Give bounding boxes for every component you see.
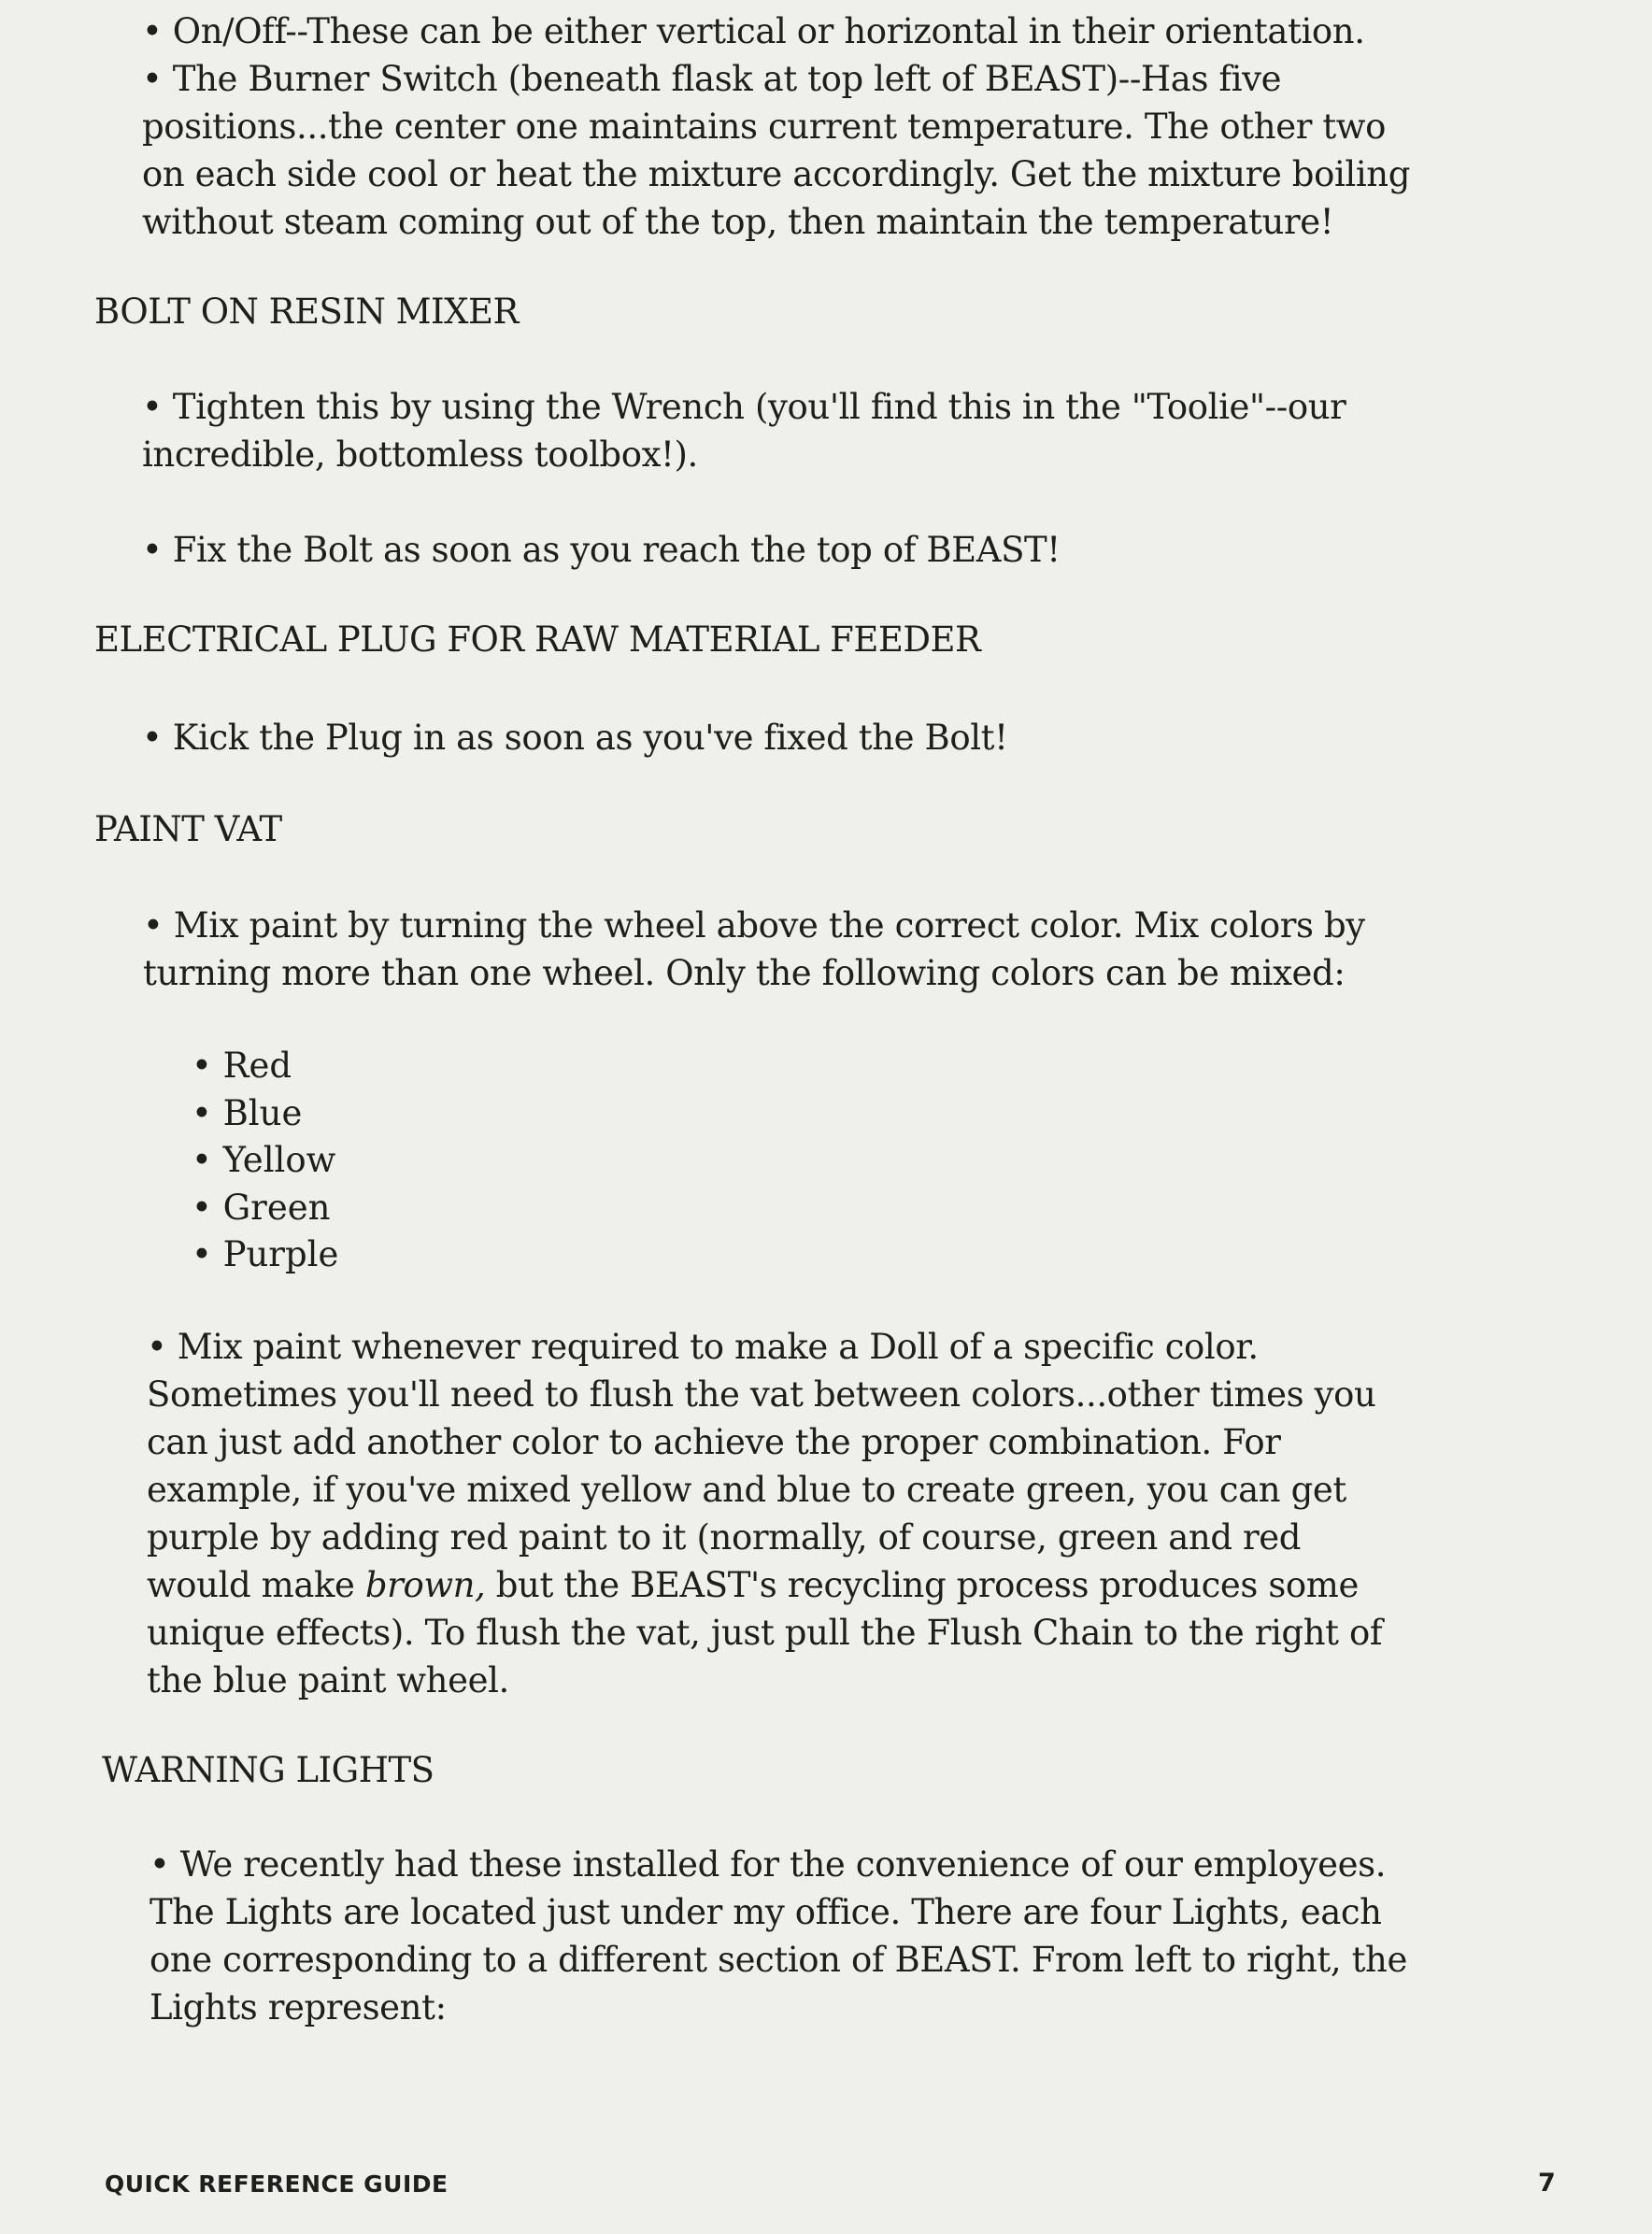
list-item: • Purple [192,1234,339,1274]
text-line: • Kick the Plug in as soon as you've fixed the Bolt! [142,718,1008,758]
mix-paint-paragraph [143,902,1365,997]
text-line: The Lights are located just under my office. There are four Lights, each [150,1892,1382,1932]
text-line: example, if you've mixed yellow and blue to create green, you can get [147,1470,1346,1510]
list-item: • Blue [192,1092,303,1133]
list-item: • Red [192,1046,292,1086]
text-line: positions...the center one maintains current temperature. The other two [142,107,1386,147]
list-item: • Green [192,1187,331,1228]
text-line: one corresponding to a different section of BEAST. From left to right, the [150,1940,1407,1980]
text-line: • Fix the Bolt as soon as you reach the top of BEAST! [142,530,1061,570]
text-line: • The Burner Switch (beneath flask at top left of BEAST)--Has five [142,59,1282,99]
color-list [192,1043,338,1279]
text-line: • Tighten this by using the Wrench (you'll find this in the "Toolie"--our [142,387,1346,427]
text-line: • Mix paint whenever required to make a Doll of a specific color. [147,1327,1259,1367]
text-fragment: but the BEAST's recycling process produces some [485,1565,1359,1605]
heading-resin-mixer: BOLT ON RESIN MIXER [94,292,519,332]
text-line: the blue paint wheel. [147,1660,509,1700]
text-line: on each side cool or heat the mixture accordingly. Get the mixture boiling [142,154,1410,194]
text-fragment: would make [147,1565,365,1605]
text-line: • We recently had these installed for the convenience of our employees. [150,1844,1387,1885]
page-number: 7 [1538,2169,1556,2198]
text-line: Sometimes you'll need to flush the vat between colors...other times you [147,1374,1376,1415]
fix-bolt-paragraph [142,526,1061,574]
text-line: • On/Off--These can be either vertical or horizontal in their orientation. [142,11,1365,51]
text-line: can just add another color to achieve the proper combination. For [147,1422,1281,1462]
heading-paint-vat: PAINT VAT [94,809,282,849]
onoff-paragraph [142,7,1365,55]
mix-whenever-paragraph [147,1323,1382,1704]
text-line: Lights represent: [150,1987,447,2028]
heading-warning-lights: WARNING LIGHTS [102,1750,434,1790]
kick-plug-paragraph [142,714,1008,761]
wrench-paragraph [142,383,1346,478]
text-line: purple by adding red paint to it (normally, of course, green and red [147,1517,1302,1558]
warning-lights-paragraph [150,1841,1407,2031]
text-line: • Mix paint by turning the wheel above the correct color. Mix colors by [143,905,1365,946]
emphasis-brown: brown, [364,1565,486,1605]
text-line: without steam coming out of the top, then maintain the temperature! [142,202,1334,242]
list-item: • Yellow [192,1140,336,1180]
text-line: unique effects). To flush the vat, just pull the Flush Chain to the right of [147,1613,1383,1653]
heading-electrical-plug: ELECTRICAL PLUG FOR RAW MATERIAL FEEDER [94,619,981,660]
text-line [147,1561,1382,1609]
burner-switch-paragraph [142,55,1410,246]
text-line: incredible, bottomless toolbox!). [142,434,698,475]
footer-title: QUICK REFERENCE GUIDE [105,2170,449,2198]
text-line: turning more than one wheel. Only the following colors can be mixed: [143,953,1346,993]
